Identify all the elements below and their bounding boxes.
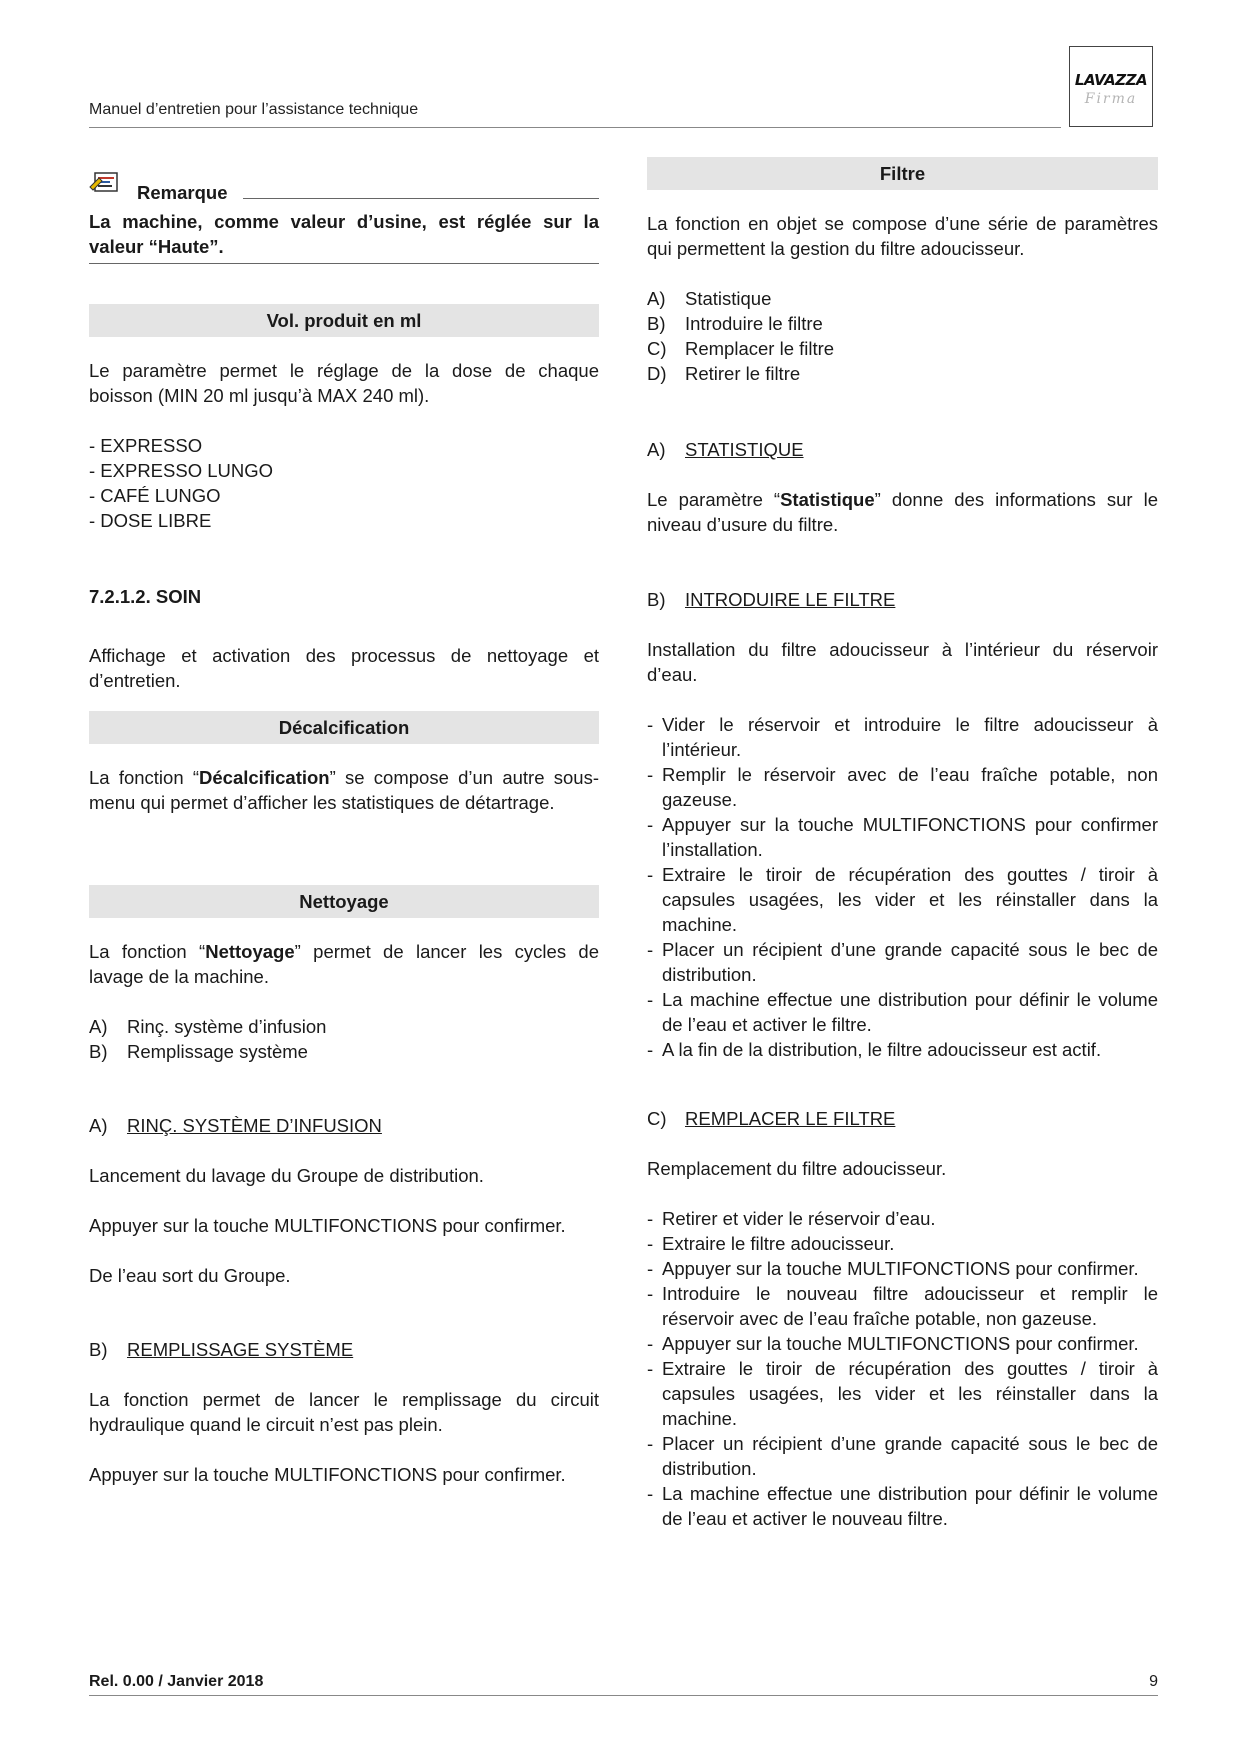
option-item: A) Rinç. système d’infusion: [89, 1016, 327, 1037]
section-heading-soin: 7.2.1.2. SOIN: [89, 586, 202, 607]
list-item: - Appuyer sur la touche MULTIFONCTIONS pour confirmer.: [647, 1331, 1158, 1356]
nettoyage-options: [89, 1014, 599, 1064]
list-item: - La machine effectue une distribution pour définir le volume de l’eau et activer le nouveau filtre.: [647, 1481, 1158, 1531]
remplissage-text-1: La fonction permet de lancer le remplissage du circuit hydraulique quand le circuit n’est pas plein.: [89, 1389, 599, 1435]
remplissage-text-2: Appuyer sur la touche MULTIFONCTIONS pour confirmer.: [89, 1464, 566, 1485]
list-item: - Extraire le tiroir de récupération des gouttes / tiroir à capsules usagées, les vider et les réinstaller dans la machine.: [647, 1356, 1158, 1431]
section-heading-nettoyage: Nettoyage: [89, 885, 599, 918]
section-heading-volume: Vol. produit en ml: [89, 304, 599, 337]
beverage-item: - EXPRESSO LUNGO: [89, 460, 274, 481]
remark-rule-top: [243, 198, 599, 199]
rinc-text-2: Appuyer sur la touche MULTIFONCTIONS pour confirmer.: [89, 1215, 566, 1236]
page-number: 9: [1149, 1673, 1158, 1690]
rinc-text-1: Lancement du lavage du Groupe de distribution.: [89, 1165, 484, 1186]
footer-divider: [89, 1695, 1158, 1696]
subsection-heading-introduire: B) INTRODUIRE LE FILTRE: [647, 589, 896, 610]
remplacer-description: Remplacement du filtre adoucisseur.: [647, 1158, 947, 1179]
remplacer-steps: [647, 1206, 1158, 1531]
introduire-steps: [647, 712, 1158, 1062]
logo-subtitle: Firma: [1084, 91, 1138, 107]
option-item: C) Remplacer le filtre: [647, 338, 835, 359]
subsection-heading-remplacer: C) REMPLACER LE FILTRE: [647, 1108, 896, 1129]
option-item: B) Remplissage système: [89, 1041, 308, 1062]
subsection-heading-rinc: A) RINÇ. SYSTÈME D’INFUSION: [89, 1115, 382, 1136]
beverage-item: - CAFÉ LUNGO: [89, 485, 221, 506]
list-item: - Appuyer sur la touche MULTIFONCTIONS pour confirmer l’installation.: [647, 812, 1158, 862]
list-item: - Vider le réservoir et introduire le filtre adoucisseur à l’intérieur.: [647, 712, 1158, 762]
list-item: - Extraire le tiroir de récupération des gouttes / tiroir à capsules usagées, les vider et les réinstaller dans la machine.: [647, 862, 1158, 937]
list-item: - Remplir le réservoir avec de l’eau fraîche potable, non gazeuse.: [647, 762, 1158, 812]
volume-description: Le paramètre permet le réglage de la dose de chaque boisson (MIN 20 ml jusqu’à MAX 240 ml).: [89, 360, 599, 406]
list-item: - Retirer et vider le réservoir d’eau.: [647, 1206, 1158, 1231]
list-item: - A la fin de la distribution, le filtre adoucisseur est actif.: [647, 1037, 1158, 1062]
filtre-description: La fonction en objet se compose d’une série de paramètres qui permettent la gestion du filtre adoucisseur.: [647, 213, 1158, 259]
option-item: D) Retirer le filtre: [647, 363, 801, 384]
beverage-item: - EXPRESSO: [89, 435, 203, 456]
remark-title: Remarque: [137, 182, 228, 203]
subsection-heading-statistique: A) STATISTIQUE: [647, 439, 804, 460]
remark-rule-bottom: [89, 263, 599, 264]
document-header-title: Manuel d’entretien pour l’assistance technique: [89, 101, 419, 118]
note-icon: [89, 169, 123, 195]
list-item: - Extraire le filtre adoucisseur.: [647, 1231, 1158, 1256]
option-item: B) Introduire le filtre: [647, 313, 823, 334]
filtre-options: [647, 286, 1158, 386]
soin-description: Affichage et activation des processus de nettoyage et d’entretien.: [89, 645, 599, 691]
remark-text: La machine, comme valeur d’usine, est réglée sur la valeur “Haute”.: [89, 211, 599, 257]
rinc-text-3: De l’eau sort du Groupe.: [89, 1265, 291, 1286]
list-item: - La machine effectue une distribution pour définir le volume de l’eau et activer le filtre.: [647, 987, 1158, 1037]
nettoyage-description: La fonction “Nettoyage” permet de lancer les cycles de lavage de la machine.: [89, 941, 599, 987]
option-item: A) Statistique: [647, 288, 772, 309]
subsection-heading-remplissage: B) REMPLISSAGE SYSTÈME: [89, 1339, 354, 1360]
statistique-description: Le paramètre “Statistique” donne des informations sur le niveau d’usure du filtre.: [647, 489, 1158, 535]
introduire-description: Installation du filtre adoucisseur à l’intérieur du réservoir d’eau.: [647, 639, 1158, 685]
brand-logo: [1069, 46, 1153, 127]
list-item: - Placer un récipient d’une grande capacité sous le bec de distribution.: [647, 1431, 1158, 1481]
beverage-item: - DOSE LIBRE: [89, 510, 212, 531]
section-heading-filtre: Filtre: [647, 157, 1158, 190]
beverage-list: [89, 433, 599, 533]
header-divider: [89, 127, 1061, 128]
list-item: - Appuyer sur la touche MULTIFONCTIONS pour confirmer.: [647, 1256, 1158, 1281]
decalcification-description: La fonction “Décalcification” se compose d’un autre sous-menu qui permet d’afficher les statistiques de détartrage.: [89, 767, 599, 813]
footer-release: Rel. 0.00 / Janvier 2018: [89, 1673, 264, 1690]
list-item: - Placer un récipient d’une grande capacité sous le bec de distribution.: [647, 937, 1158, 987]
logo-wordmark: LAVAZZA: [1074, 71, 1148, 89]
list-item: - Introduire le nouveau filtre adoucisseur et remplir le réservoir avec de l’eau fraîche potable, non gazeuse.: [647, 1281, 1158, 1331]
section-heading-decalcification: Décalcification: [89, 711, 599, 744]
